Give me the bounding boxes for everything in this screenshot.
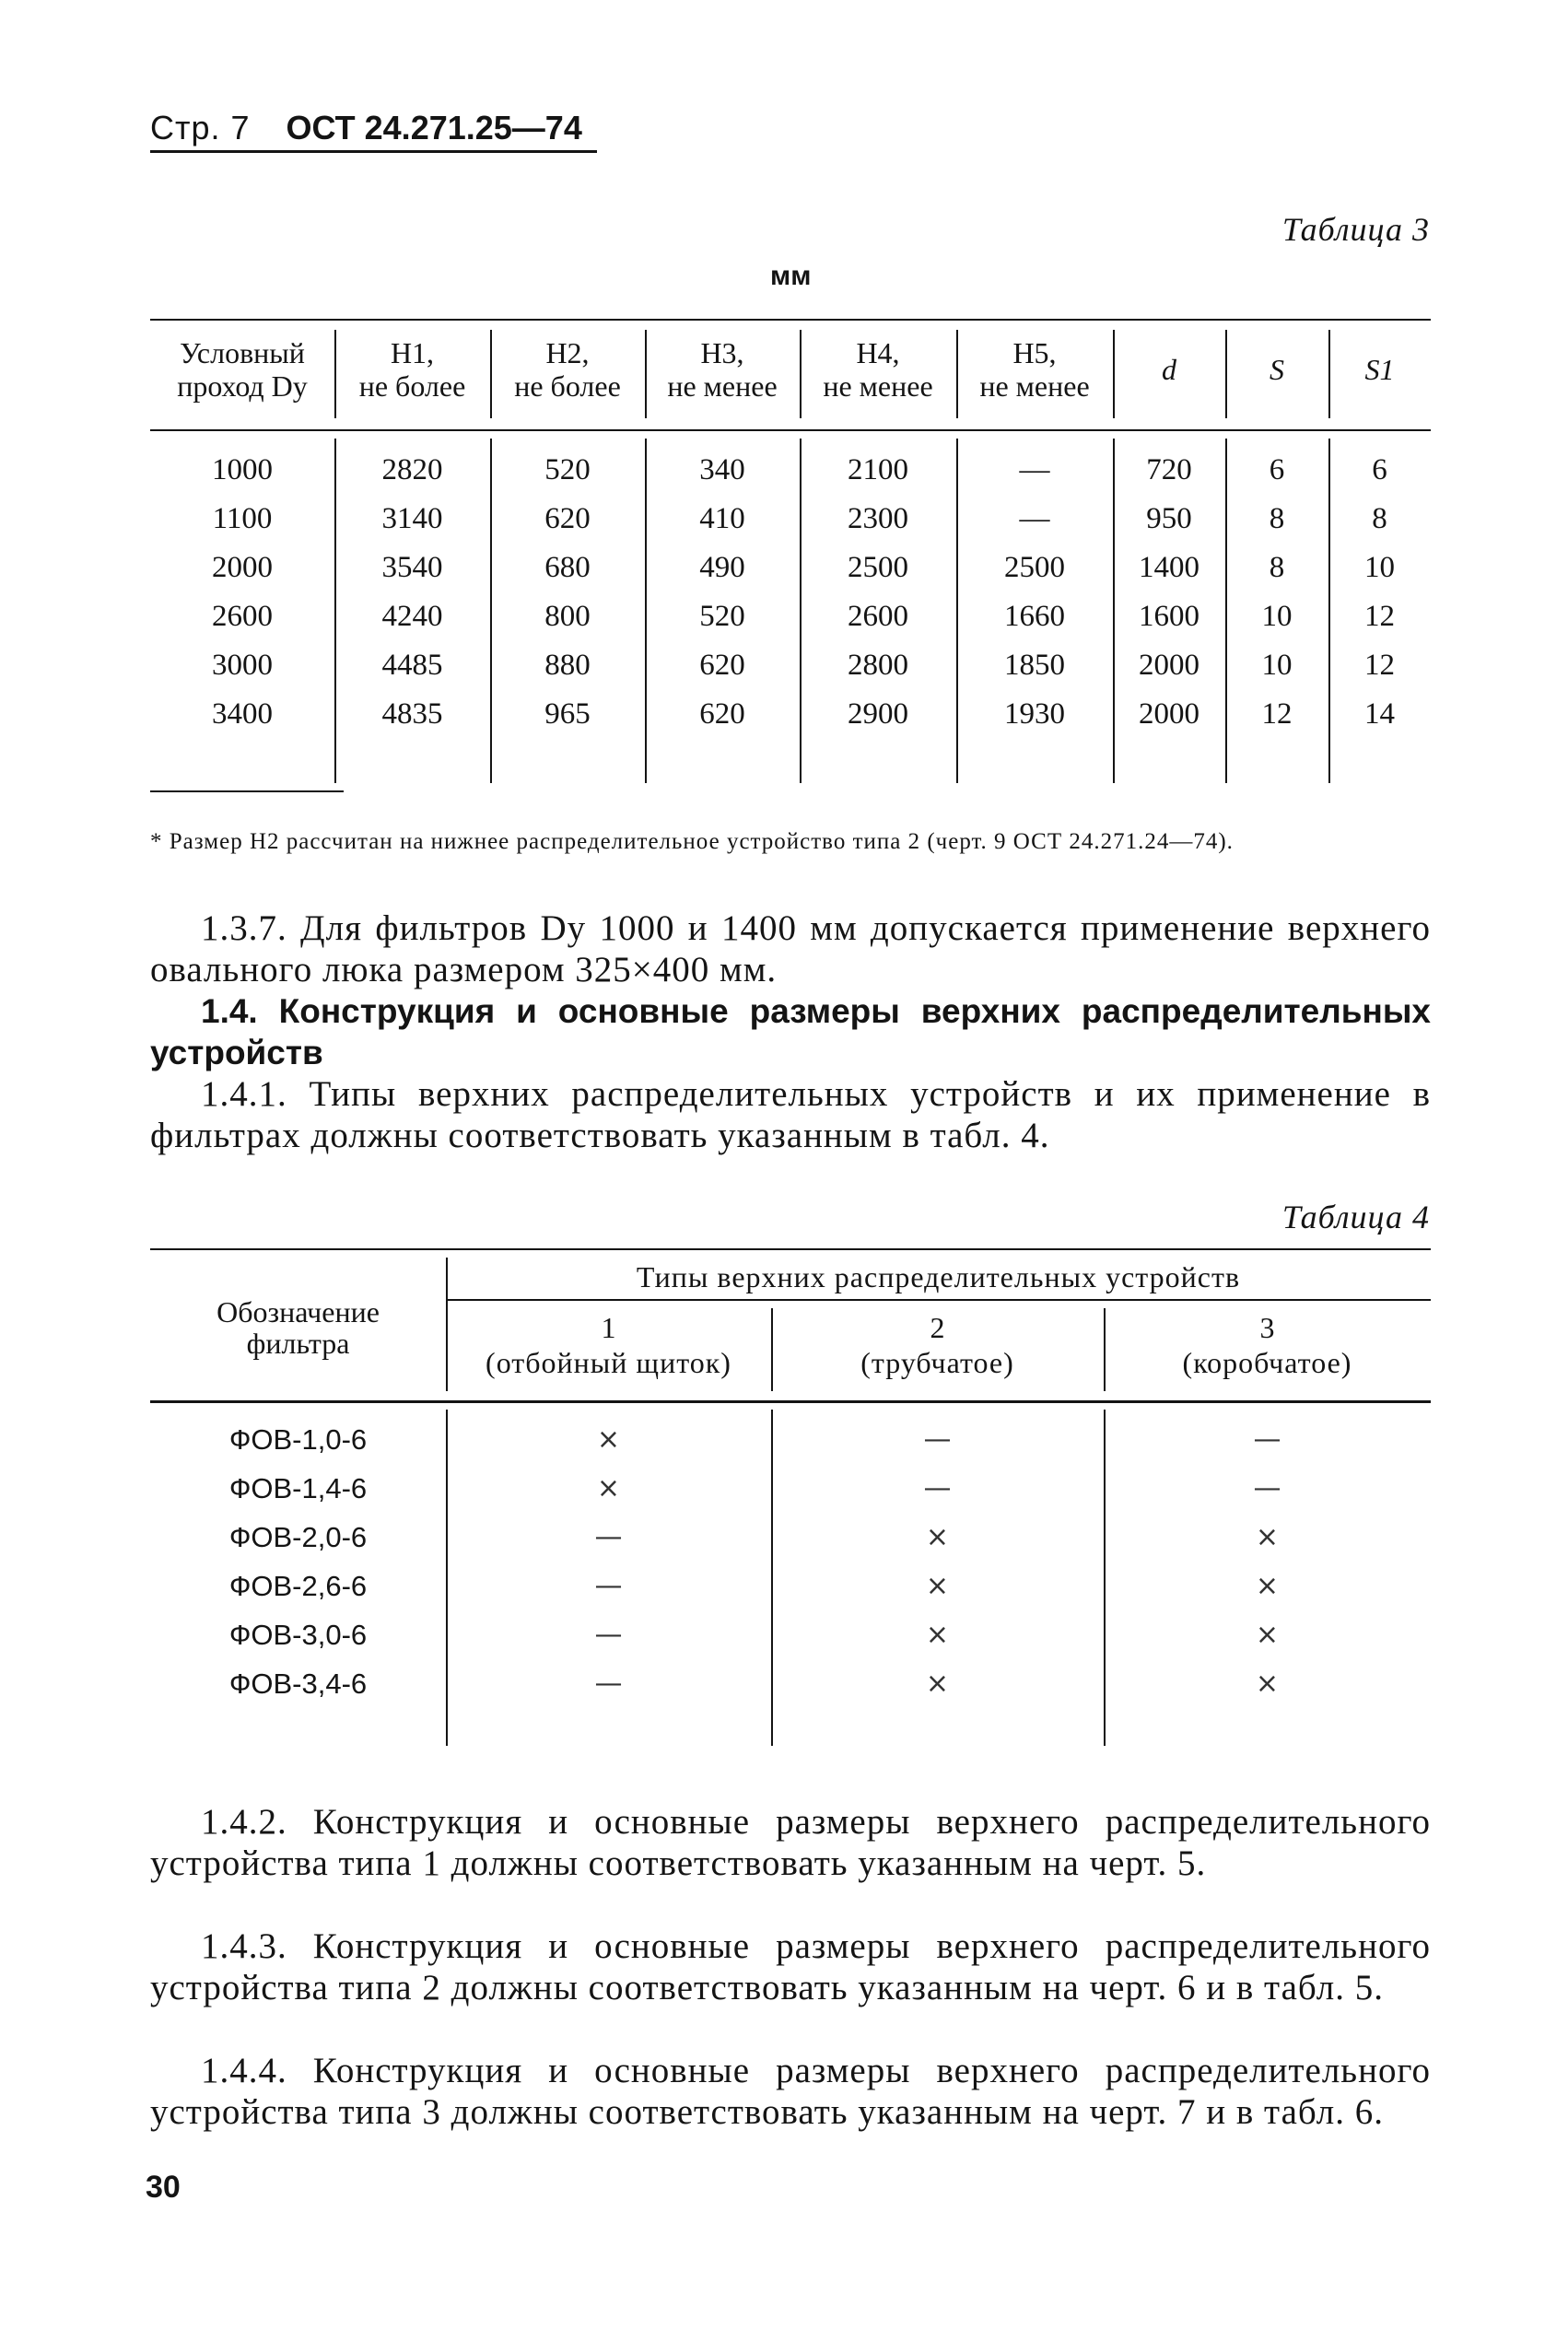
table4-mark-cell: ×: [925, 1521, 950, 1553]
table4-filter-name: ФОВ-3,0-6: [228, 1619, 368, 1651]
table4-subheader-label: (отбойный щиток): [486, 1346, 731, 1379]
table3-data-cell: 2500: [848, 551, 908, 584]
table3-data-cell: 3540: [381, 551, 443, 584]
table3-header-cell: не менее: [979, 369, 1090, 403]
table3-header-cell: H1,: [390, 336, 435, 369]
paragraph-1-4-1: 1.4.1. Типы верхних распределительных устройств и их применение в фильтрах должны соответствовать указанным в табл. 4.: [150, 1074, 1431, 1155]
table3-header-cell: H3,: [700, 336, 744, 369]
paragraph-1-4-2: 1.4.2. Конструкция и основные размеры верхнего распределительного устройства типа 1 должны соответствовать указанным на черт. 5.: [150, 1802, 1431, 1883]
paragraph-1-4-3: 1.4.3. Конструкция и основные размеры верхнего распределительного устройства типа 2 должны соответствовать указанным на черт. 6 и в табл. 5.: [150, 1926, 1431, 2007]
table4-caption: Таблица 4: [1281, 1199, 1430, 1235]
table3-data-cell: 10: [1261, 600, 1293, 633]
table3-data-cell: 620: [544, 502, 591, 535]
section-heading-1-4: 1.4. Конструкция и основные размеры верхних распределительных устройств: [150, 992, 1431, 1071]
table4-top-rule: [150, 1248, 1431, 1250]
table3-data-cell: 2900: [848, 697, 908, 731]
table3-data-cell: 10: [1261, 649, 1293, 682]
paragraph-1-4-4: 1.4.4. Конструкция и основные размеры верхнего распределительного устройства типа 3 должны соответствовать указанным на черт. 7 и в табл. 6.: [150, 2051, 1431, 2132]
table4-mark-cell: —: [594, 1668, 623, 1700]
table3-data-cell: 4485: [381, 649, 443, 682]
table4-subheader-label: (трубчатое): [860, 1346, 1014, 1379]
table4-first-header: Обозначение фильтра: [216, 1295, 380, 1360]
table3-data-cell: 1660: [1004, 600, 1065, 633]
table3-data-cell: 1000: [212, 453, 273, 486]
table3-data-cell: 965: [544, 697, 591, 731]
table3-data-cell: 950: [1146, 502, 1192, 535]
page-reference: Стр. 7: [150, 109, 251, 146]
table3-data-cell: 4240: [381, 600, 443, 633]
table3-data-cell: 340: [699, 453, 745, 486]
table3-data-cell: 2100: [848, 453, 908, 486]
document-code: ОСТ 24.271.25—74: [286, 109, 582, 146]
table3-data-cell: 12: [1261, 697, 1293, 731]
table4-filter-name: ФОВ-2,6-6: [228, 1570, 368, 1602]
table3-data-cell: 2000: [1139, 649, 1199, 682]
table3-data-cell: 2820: [381, 453, 443, 486]
table3-data-cell: 1850: [1004, 649, 1065, 682]
table3-data-cell: 880: [544, 649, 591, 682]
table4-mark-cell: ×: [1255, 1619, 1280, 1651]
table3-header-cell: S1: [1364, 353, 1395, 386]
table3-data-cell: 10: [1364, 551, 1395, 584]
table3-data-cell: —: [1019, 502, 1050, 535]
table3-data-cell: 1100: [212, 502, 273, 535]
table3-header-cell: H5,: [1012, 336, 1057, 369]
table4-mark-cell: —: [923, 1472, 952, 1504]
table3-data-cell: 14: [1364, 697, 1395, 731]
table4-mark-cell: —: [1253, 1423, 1281, 1456]
table4-mark-cell: —: [594, 1619, 623, 1651]
table4-group-rule: [446, 1299, 1431, 1301]
table3-header-cell: S: [1270, 353, 1284, 386]
table4-mark-cell: ×: [596, 1423, 621, 1456]
paragraph-1-3-7: 1.3.7. Для фильтров Dу 1000 и 1400 мм допускается применение верхнего овального люка размером 325×400 мм.: [150, 908, 1431, 989]
table3-header-cell: не более: [514, 369, 621, 403]
table4-subheader-number: 3: [1259, 1311, 1275, 1344]
table4-mark-cell: ×: [925, 1668, 950, 1700]
table3-data-cell: 8: [1269, 551, 1285, 584]
page-header: [150, 109, 582, 147]
table3-data-cell: 3000: [212, 649, 273, 682]
table3-data-cell: —: [1019, 453, 1050, 486]
table3-header-cell: Условный: [180, 336, 305, 369]
table3-data-cell: 410: [699, 502, 745, 535]
table4-subheader-number: 1: [601, 1311, 616, 1344]
table3-data-cell: 2600: [212, 600, 273, 633]
table3-header-cell: не менее: [667, 369, 778, 403]
table3-unit: мм: [770, 261, 812, 291]
table3-data-cell: 6: [1372, 453, 1387, 486]
table4-group-header: Типы верхних распределительных устройств: [636, 1260, 1241, 1293]
table3-data-cell: 490: [699, 551, 745, 584]
table3-header-cell: H2,: [545, 336, 590, 369]
table4-filter-name: ФОВ-1,0-6: [228, 1423, 368, 1456]
table3-data-cell: 3140: [381, 502, 443, 535]
table3-header-cell: проход Dу: [177, 369, 308, 403]
table3-footnote: * Размер H2 рассчитан на нижнее распределительное устройство типа 2 (черт. 9 ОСТ 24.271.24—74).: [150, 829, 1234, 854]
table3-data-cell: 12: [1364, 649, 1395, 682]
table4-mark-cell: ×: [1255, 1570, 1280, 1602]
table4-mark-cell: ×: [925, 1570, 950, 1602]
table4-mark-cell: —: [594, 1521, 623, 1553]
table4-header-rule: [150, 1400, 1431, 1403]
table3-bottom-stub: [150, 790, 344, 792]
table3-data-cell: 2300: [848, 502, 908, 535]
table3-data-cell: 2000: [1139, 697, 1199, 731]
table3-data-cell: 1600: [1139, 600, 1199, 633]
table3-header-cell: не более: [358, 369, 466, 403]
table3-data-cell: 2000: [212, 551, 273, 584]
table3-header-cell: H4,: [856, 336, 900, 369]
table3-data-cell: 1930: [1004, 697, 1065, 731]
table3-data-cell: 2500: [1004, 551, 1065, 584]
page-number: 30: [146, 2170, 181, 2205]
table3-top-rule: [150, 319, 1431, 321]
table3-data-cell: 2600: [848, 600, 908, 633]
table3-data-cell: 620: [699, 649, 745, 682]
header-underline: [150, 150, 597, 153]
table3-data-cell: 520: [544, 453, 591, 486]
table3-header-cell: не менее: [823, 369, 933, 403]
table4-subheader-label: (коробчатое): [1182, 1346, 1352, 1379]
table4-filter-name: ФОВ-3,4-6: [228, 1668, 368, 1700]
table4-mark-cell: ×: [596, 1472, 621, 1504]
table4-filter-name: ФОВ-1,4-6: [228, 1472, 368, 1504]
table3-caption: Таблица 3: [1281, 211, 1430, 248]
table3-data-cell: 1400: [1139, 551, 1199, 584]
table3-data-cell: 12: [1364, 600, 1395, 633]
table3-data-cell: 520: [699, 600, 745, 633]
table4-subheader-number: 2: [930, 1311, 945, 1344]
table3-data-cell: 680: [544, 551, 591, 584]
table4-mark-cell: —: [1253, 1472, 1281, 1504]
table4-mark-cell: ×: [1255, 1668, 1280, 1700]
table3-data-cell: 720: [1146, 453, 1192, 486]
table3-data-cell: 4835: [381, 697, 443, 731]
table4-filter-name: ФОВ-2,0-6: [228, 1521, 368, 1553]
table3-data-cell: 2800: [848, 649, 908, 682]
table3-header-rule: [150, 429, 1431, 431]
table4-mark-cell: ×: [925, 1619, 950, 1651]
table3-data-cell: 800: [544, 600, 591, 633]
table4-mark-cell: —: [923, 1423, 952, 1456]
table3-data-cell: 8: [1372, 502, 1387, 535]
table3-data-cell: 3400: [212, 697, 273, 731]
table4-mark-cell: —: [594, 1570, 623, 1602]
table4-mark-cell: ×: [1255, 1521, 1280, 1553]
table3-data-cell: 8: [1269, 502, 1285, 535]
table3-data-cell: 6: [1269, 453, 1285, 486]
table3-header-cell: d: [1162, 353, 1176, 386]
table3-data-cell: 620: [699, 697, 745, 731]
